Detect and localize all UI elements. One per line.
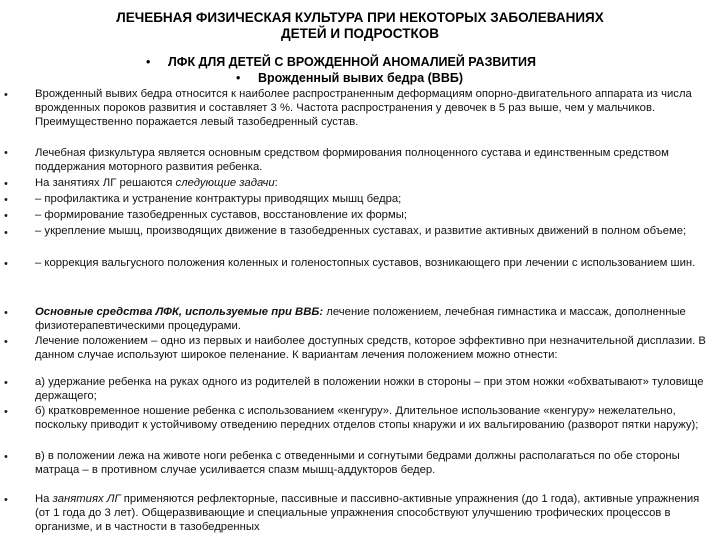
main-means-heading: Основные средства ЛФК, используемые при ВВБ:	[35, 306, 324, 318]
bullet-icon: •	[4, 406, 8, 418]
main-means-rest: лечение положением, лечебная гимнастика и массаж, дополненные физиотерапевтическими процедурами.	[35, 306, 686, 332]
para-lfk-role: Лечебная физкультура является основным средством формирования полноценного сустава и единственным средством поддержания моторного развития ребенка.	[35, 147, 669, 173]
positioning-item-c: в) в положении лежа на животе ноги ребенка с отведенными и согнутыми бедрами должны располагаться по обе стороны матраца – в противном случае усиливается спазм мышц-аддукторов бедер.	[35, 450, 680, 476]
task-item-1: – профилактика и устранение контрактуры приводящих мышц бедра;	[35, 193, 402, 205]
subtitle-lfk	[146, 55, 537, 70]
title-line-2: ДЕТЕЙ И ПОДРОСТКОВ	[281, 26, 439, 41]
positioning-item-a: а) удержание ребенка на руках одного из родителей в положении ножки в стороны – при этом ножки «обхватывают» туловище держащего;	[35, 376, 704, 402]
para-positioning: Лечение положением – одно из первых и наиболее доступных средств, которое эффективно при незначительной дисплазии. В данном случае используют широкое пеленание. К вариантам лечения положением можно отнести:	[35, 335, 706, 361]
tasks-intro-italic: следующие задачи	[175, 177, 275, 189]
bullet-icon: •	[4, 377, 8, 389]
bullet-icon: •	[4, 227, 8, 239]
bullet-icon: •	[4, 194, 8, 206]
bullet-icon: •	[4, 494, 8, 506]
title-line-1: ЛЕЧЕБНАЯ ФИЗИЧЕСКАЯ КУЛЬТУРА ПРИ НЕКОТОРЫХ ЗАБОЛЕВАНИЯХ	[116, 10, 604, 25]
bullet-icon: •	[4, 210, 8, 222]
lg-post: применяются рефлекторные, пассивные и пассивно-активные упражнения (до 1 года), активные упражнения (от 1 года до 3 лет). Общеразвивающие и специальные упражнения способствуют улучшению трофических процессов в организме, и в частности в тазобедренных	[35, 493, 700, 533]
slide-title	[0, 10, 720, 42]
bullet-icon: •	[4, 89, 8, 101]
bullet-icon: •	[236, 71, 241, 85]
task-item-3: – укрепление мышц, производящих движение в тазобедренных суставах, и развитие активных движений в полном объеме;	[35, 225, 687, 237]
positioning-item-b: б) кратковременное ношение ребенка с использованием «кенгуру». Длительное использование «кенгуру» нежелательно, поскольку приводит к устойчивому отведению передних отделов стопы кнаружи и их вальгированию (разворот пятки наружу);	[35, 405, 699, 431]
subtitle-vvb	[236, 71, 463, 86]
subtitle-vvb-text: Врожденный вывих бедра (ВВБ)	[258, 71, 463, 85]
bullet-icon: •	[4, 147, 8, 159]
tasks-intro-post: :	[274, 177, 278, 189]
bullet-icon: •	[146, 55, 151, 69]
bullet-icon: •	[4, 307, 8, 319]
para-main-means	[35, 306, 707, 334]
para-tasks-intro	[35, 177, 707, 191]
tasks-intro-pre: На занятиях ЛГ решаются	[35, 177, 176, 189]
task-item-4: – коррекция вальгусного положения коленных и голеностопных суставов, возникающего при лечении с использованием шин.	[35, 257, 696, 269]
bullet-icon: •	[4, 258, 8, 270]
para-lg-exercises	[35, 493, 707, 534]
bullet-icon: •	[4, 178, 8, 190]
lg-italic: занятиях ЛГ	[52, 493, 121, 505]
bullet-icon: •	[4, 451, 8, 463]
subtitle-lfk-text: ЛФК ДЛЯ ДЕТЕЙ С ВРОЖДЕННОЙ АНОМАЛИЕЙ РАЗВИТИЯ	[168, 55, 537, 69]
para-definition: Врожденный вывих бедра относится к наиболее распространенным деформациям опорно-двигательного аппарата из числа врожденных пороков развития и составляет 3 %. Частота распространения у девочек в 5 раз выше, чем у мальчиков. Преимущественно поражается левый тазобедренный сустав.	[35, 88, 692, 128]
lg-pre: На	[35, 493, 53, 505]
task-item-2: – формирование тазобедренных суставов, восстановление их формы;	[35, 209, 407, 221]
bullet-icon: •	[4, 336, 8, 348]
